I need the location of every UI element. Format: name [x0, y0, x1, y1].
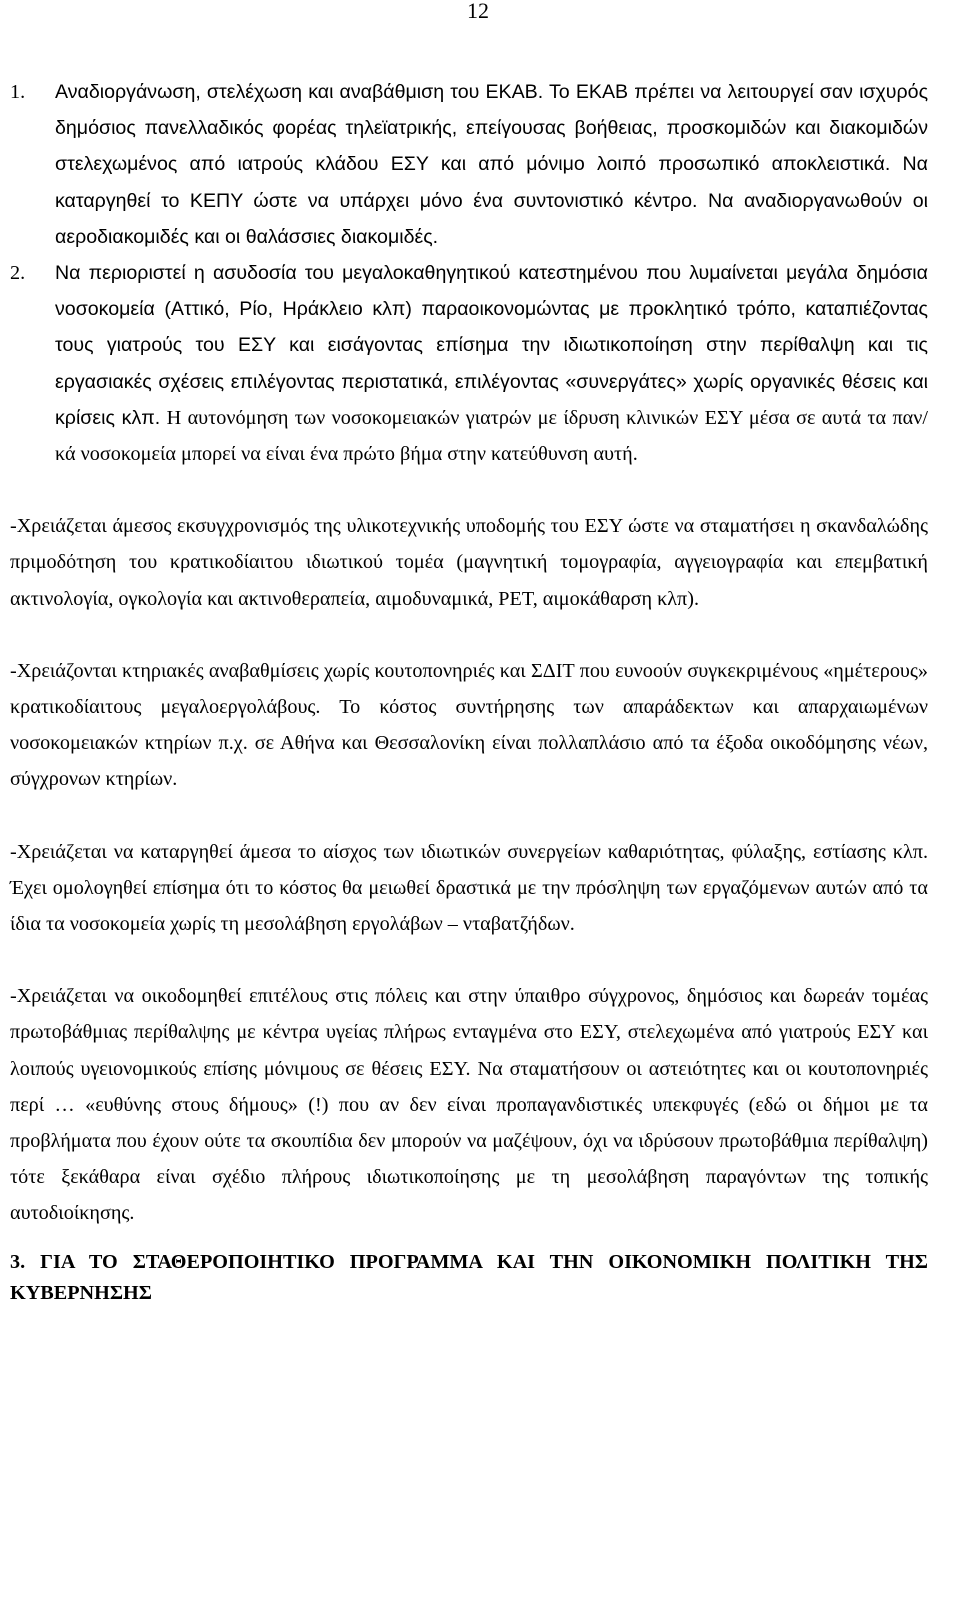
page-number: [0, 0, 960, 24]
paragraph: -Χρειάζεται άμεσος εκσυγχρονισμός της υλικοτεχνικής υποδομής του ΕΣΥ ώστε να σταματήσει η σκανδαλώδης πριμοδότηση του κρατικοδίαιτου ιδιωτικού τομέα (μαγνητική τομογραφία, αγγειογραφία και επεμβατική ακτινολογία, ογκολογία και ακτινοθεραπεία, αιμοδυναμικά, PET, αιμοκάθαρση κλπ).: [10, 515, 928, 610]
list-item-number: 1.: [10, 81, 26, 103]
document-body: [10, 74, 928, 1309]
page-number-text: 12: [467, 0, 489, 23]
list-item-number: 2.: [10, 262, 26, 285]
paragraph: -Χρειάζεται να καταργηθεί άμεσα το αίσχος των ιδιωτικών συνεργείων καθαριότητας, φύλαξης, εστίασης κλπ. Έχει ομολογηθεί επίσημα ότι το κόστος θα μειωθεί δραστικά με την πρόσληψη των εργαζόμενων αυτών από τα ίδια τα νοσοκομεία χωρίς τη μεσολάβηση εργολάβων – νταβατζήδων.: [10, 840, 928, 936]
list-item-body-continued: Η αυτονόμηση των νοσοκομειακών γιατρών με ίδρυση κλινικών ΕΣΥ μέσα σε αυτά τα παν/κά νοσοκομεία μπορεί να είναι ένα πρώτο βήμα στην κατεύθυνση αυτή.: [55, 406, 928, 466]
list-item-1: [10, 74, 928, 255]
list-item-lead: Αναδιοργάνωση, στελέχωση και αναβάθμιση του ΕΚΑΒ.: [55, 81, 544, 103]
section-heading: 3. ΓΙΑ ΤΟ ΣΤΑΘΕΡΟΠΟΙΗΤΙΚΟ ΠΡΟΓΡΑΜΜΑ ΚΑΙ ΤΗΝ ΟΙΚΟΝΟΜΙΚΗ ΠΟΛΙΤΙΚΗ ΤΗΣ ΚΥΒΕΡΝΗΣΗΣ: [10, 1250, 928, 1304]
list-item-body: Το ΕΚΑΒ πρέπει να λειτουργεί σαν ισχυρός δημόσιος πανελλαδικός φορέας τηλεϊατρικής, επείγουσας βοήθειας, προσκομιδών και διακομιδών στελεχωμένος από ιατρούς κλάδου ΕΣΥ και από μόνιμο λοιπό προσωπικό αποκλειστικά. Να καταργηθεί το ΚΕΠΥ ώστε να υπάρχει μόνο ένα συντονιστικό κέντρο. Να αναδιοργανωθούν οι αεροδιακομιδές και οι θαλάσσιες διακομιδές.: [55, 81, 929, 248]
paragraph: -Χρειάζονται κτηριακές αναβαθμίσεις χωρίς κουτοπονηριές και ΣΔΙΤ που ευνοούν συγκεκριμένους «ημέτερους» κρατικοδίαιτους μεγαλοεργολάβους. Το κόστος συντήρησης των απαράδεκτων και απαρχαιωμένων νοσοκομειακών κτηρίων π.χ. σε Αθήνα και Θεσσαλονίκη είναι πολλαπλάσιο από τα έξοδα οικοδόμησης νέων, σύγχρονων κτηρίων.: [10, 659, 928, 791]
list-item-2: [10, 255, 928, 472]
list-item-body: Να περιοριστεί η ασυδοσία του μεγαλοκαθηγητικού κατεστημένου που λυμαίνεται μεγάλα δημόσια νοσοκομεία (Αττικό, Ρίο, Ηράκλειο κλπ) παραοικονομώντας με προκλητικό τρόπο, καταπιέζοντας τους γιατρούς του ΕΣΥ και εισάγοντας επίσημα την ιδιωτικοποίηση στην περίθαλψη και τις εργασιακές σχέσεις επιλέγοντας περιστατικά, επιλέγοντας «συνεργάτες» χωρίς οργανικές θέσεις και κρίσεις κλπ.: [55, 262, 928, 429]
paragraph: -Χρειάζεται να οικοδομηθεί επιτέλους στις πόλεις και στην ύπαιθρο σύγχρονος, δημόσιος και δωρεάν τομέας πρωτοβάθμιας περίθαλψης με κέντρα υγείας πλήρως ενταγμένα στο ΕΣΥ, στελεχωμένα από γιατρούς ΕΣΥ και λοιπούς υγειονομικούς επίσης μόνιμους σε θέσεις ΕΣΥ. Να σταματήσουν οι αστειότητες και οι κουτοπονηριές περί … «ευθύνης στους δήμους» (!) που αν δεν είναι προπαγανδιστικές υπεκφυγές (εδώ οι δήμοι με τα προβλήματα που έχουν ούτε τα σκουπίδια δεν μπορούν να μαζέψουν, όχι να ιδρύσουν πρωτοβάθμια περίθαλψη) τότε ξεκάθαρα είναι σχέδιο πλήρους ιδιωτικοποίησης με τη μεσολάβηση παραγόντων της τοπικής αυτοδιοίκησης.: [10, 985, 928, 1225]
list-item-text: [55, 255, 928, 472]
list-item-text: [55, 74, 928, 255]
